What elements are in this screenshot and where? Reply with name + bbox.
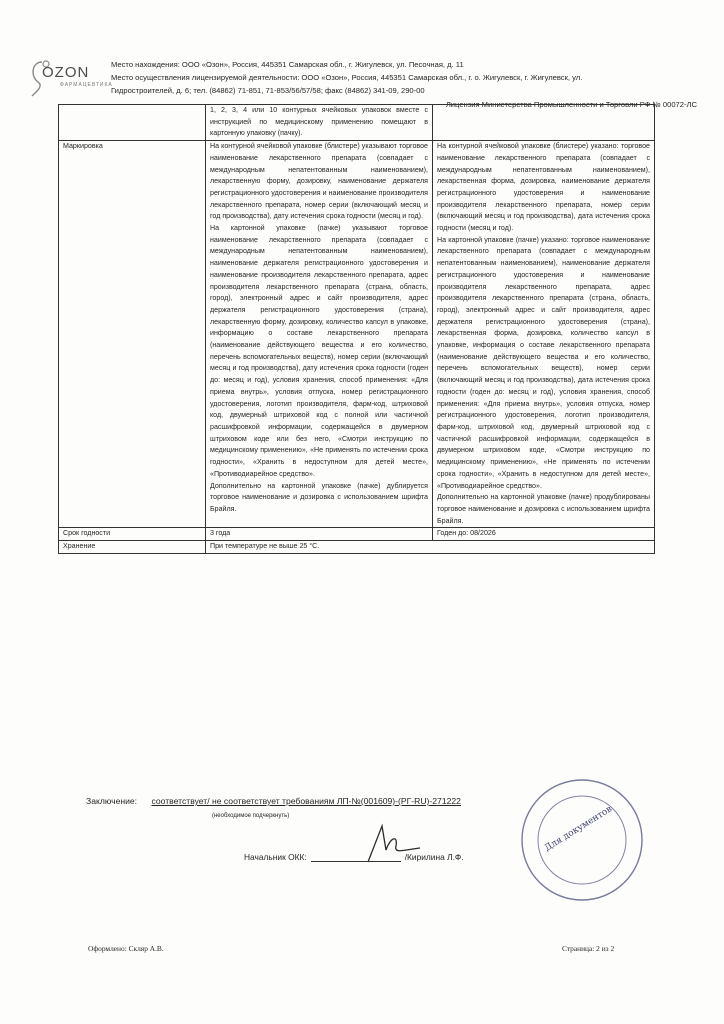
logo-subtitle: ФАРМАЦЕВТИКА — [60, 82, 113, 88]
page-number: Страница: 2 из 2 — [562, 944, 615, 953]
quality-stamp — [518, 776, 646, 904]
address-line: Место нахождения: ООО «Озон», Россия, 445351 Самарская обл., г. Жигулевск, ул. Песочная, д. 11 — [111, 60, 464, 69]
conclusion-label: Заключение: — [86, 796, 138, 806]
license-number: Лицензия Министерства Промышленности и Торговли РФ № 00072-ЛС — [445, 99, 697, 109]
conclusion-note: (необходимое подчеркнуть) — [212, 813, 290, 819]
result-cell: На контурной ячейковой упаковке (блистере) указано: торговое наименование лекарственного препарата (совпадает с международным непатентованным наименованием), лекарственная форма, дозировка, наименование держателя регистрационного удостоверения и наименование производителя лекарственного препарата, номер серии (включающий месяц и год производства), дата истечения срока годности (месяц и год). На картонной упаковке (пачке) указано: торговое наименование лекарственного препарата (совпадает с международным непатентованным наименованием), наименование держателя регистрационного удостоверения и наименование производителя лекарственного препарата, адрес производителя лекарственного препарата (страна, область, город), электронный адрес и сайт производителя, адрес держателя регистрационного удостоверения (страна), лекарственная форма, дозировка, количество капсул в упаковке, информация о составе лекарственного препарата (наименование действующего вещества и его количество, перечень вспомогательных веществ), номер серии (включающий месяц и год производства), дата истечения срока годности (годен до: месяц и год), условия хранения, способ применения: «Для приема внутрь», условия отпуска, номер регистрационного удостоверения, логотип производителя, фарм-код, штриховой код, двумерный штриховой код с частичной расшифровкой информации, содержащейся в двумерном штриховом коде, «Смотри инструкцию по медицинскому применению», «Не применять по истечении срока годности», «Хранить в недоступном для детей месте», «Противодиарейное средство». Дополнительно на картонной упаковке (пачке) продублированы торговое наименование и дозировка с использованием шрифта Брайля. — [433, 141, 655, 528]
param-cell — [59, 105, 206, 141]
signoff-title: Начальник ОКК: — [244, 852, 307, 862]
result-cell — [433, 105, 655, 141]
signature-line — [311, 861, 401, 862]
logo-name: OZON — [42, 64, 90, 81]
param-cell: Хранение — [59, 541, 206, 554]
signoff-name: /Кирилина Л.Ф. — [404, 852, 464, 862]
result-cell: Годен до: 08/2026 — [433, 528, 655, 541]
stamp-text: Для документов — [543, 804, 615, 854]
requirement-cell: При температуре не выше 25 °С. — [206, 541, 655, 554]
table-row-marking — [59, 141, 655, 528]
spec-table — [58, 104, 655, 554]
signoff — [244, 852, 464, 862]
table-row-packaging — [59, 105, 655, 141]
requirement-cell: 3 года — [206, 528, 433, 541]
company-logo — [28, 56, 113, 102]
param-cell: Срок годности — [59, 528, 206, 541]
conclusion-text: соответствует/ не соответствует требованиям ЛП-№(001609)-(РГ-RU)-271222 — [151, 796, 461, 806]
letterhead — [111, 58, 711, 111]
prepared-by: Оформлено: Скляр А.В. — [88, 944, 164, 953]
requirement-cell: На контурной ячейковой упаковке (блистере) указывают торговое наименование лекарственного препарата (совпадает с международным непатентованным наименованием), лекарственную форму, дозировку, наименование держателя регистрационного удостоверения и наименование производителя лекарственного препарата, номер серии (включающий месяц и год производства), дату истечения срока годности (месяц и год). На картонной упаковке (пачке) указывают торговое наименование лекарственного препарата (совпадает с международным непатентованным наименованием), наименование держателя регистрационного удостоверения и наименование производителя лекарственного препарата, адрес производителя лекарственного препарата (страна, область, город), электронный адрес и сайт производителя, адрес держателя регистрационного удостоверения (страна), лекарственную форму, дозировку, количество капсул в упаковке, информацию о составе лекарственного препарата (наименование действующего вещества и его количество, перечень вспомогательных веществ), номер серии (включающий месяц и год производства), дату истечения срока годности (годен до: месяц и год), условия хранения, способ применения: «Для приема внутрь», условия отпуска, номер регистрационного удостоверения, логотип производителя, фарм-код, штриховой код, двумерный штриховой код с полной или частичной расшифровкой информации, содержащейся в двумерном штриховом коде или без него, «Смотри инструкцию по медицинскому применению», «Не применять по истечении срока годности», «Хранить в недоступном для детей месте», «Противодиарейное средство». Дополнительно на картонной упаковке (пачке) дублируется торговое наименование и дозировка с использованием шрифта Брайля. — [206, 141, 433, 528]
param-cell: Маркировка — [59, 141, 206, 528]
requirement-cell: 1, 2, 3, 4 или 10 контурных ячейковых упаковок вместе с инструкцией по медицинскому применению помещают в картонную упаковку (пачку). — [206, 105, 433, 141]
contacts-line: Гидростроителей, д. 6; тел. (84862) 71-851, 71-853/56/57/58; факс (84862) 341-09, 290-00 — [111, 86, 425, 96]
stamp-circle-icon — [518, 776, 646, 904]
table-row-storage — [59, 541, 655, 554]
conclusion — [86, 796, 461, 806]
license-activity-line: Место осуществления лицензируемой деятельности: ООО «Озон», Россия, 445351 Самарская обл., г. о. Жигулевск, г. Жигулевск, ул. — [111, 73, 583, 83]
table-row-shelf-life — [59, 528, 655, 541]
